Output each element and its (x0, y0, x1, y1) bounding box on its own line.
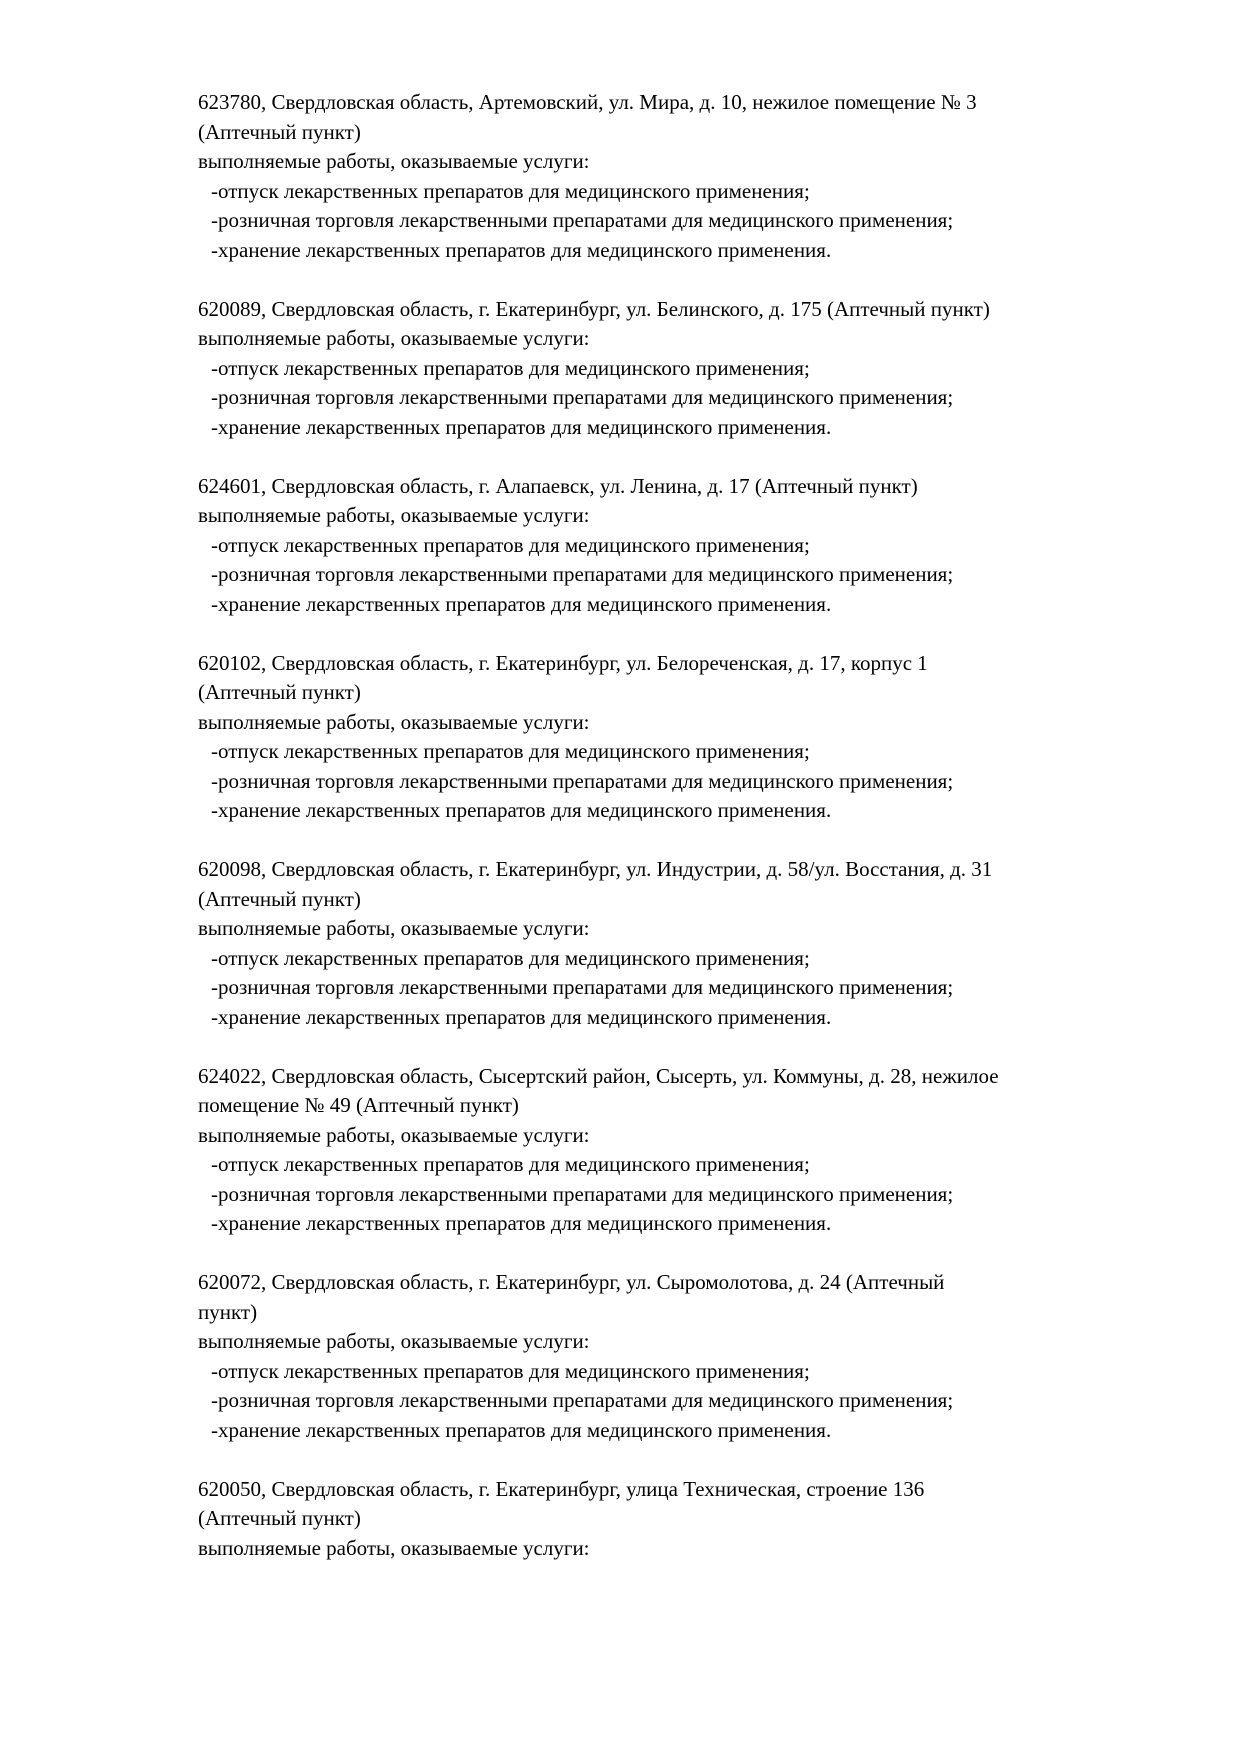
service-item: -отпуск лекарственных препаратов для медицинского применения; (211, 532, 810, 557)
service-item: -розничная торговля лекарственными препаратами для медицинского применения; (211, 562, 954, 586)
entry-address-line: 624601, Свердловская область, г. Алапаевск, ул. Ленина, д. 17 (Аптечный пункт) (198, 473, 918, 498)
license-entry (198, 472, 1201, 620)
license-entry (198, 295, 1201, 443)
services-header: выполняемые работы, оказываемые услуги: (198, 503, 590, 527)
entry-address-line: (Аптечный пункт) (198, 119, 361, 144)
service-item: -отпуск лекарственных препаратов для медицинского применения; (211, 355, 810, 380)
service-item: -розничная торговля лекарственными препаратами для медицинского применения; (211, 1181, 954, 1206)
entry-address-line: пункт) (198, 1299, 258, 1324)
entry-address-line: 624022, Свердловская область, Сысертский район, Сысерть, ул. Коммуны, д. 28, нежилое (198, 1063, 999, 1088)
service-item: -хранение лекарственных препаратов для медицинского применения. (211, 1417, 832, 1442)
service-item: -розничная торговля лекарственными препаратами для медицинского применения; (211, 208, 954, 232)
service-item: -хранение лекарственных препаратов для медицинского применения. (211, 237, 832, 262)
entry-address-line: 620089, Свердловская область, г. Екатеринбург, ул. Белинского, д. 175 (Аптечный пункт) (198, 296, 990, 321)
service-item: -розничная торговля лекарственными препаратами для медицинского применения; (211, 385, 954, 409)
services-header: выполняемые работы, оказываемые услуги: (198, 1329, 590, 1353)
entry-address-line: 620072, Свердловская область, г. Екатеринбург, ул. Сыромолотова, д. 24 (Аптечный (198, 1270, 945, 1294)
service-item: -отпуск лекарственных препаратов для медицинского применения; (211, 178, 810, 203)
services-header: выполняемые работы, оказываемые услуги: (198, 916, 590, 940)
entry-address-line: (Аптечный пункт) (198, 886, 361, 911)
services-header: выполняемые работы, оказываемые услуги: (198, 1535, 590, 1560)
license-entry (198, 88, 1201, 265)
service-item: -хранение лекарственных препаратов для медицинского применения. (211, 798, 832, 822)
service-item: -хранение лекарственных препаратов для медицинского применения. (211, 1211, 832, 1235)
entry-address-line: помещение № 49 (Аптечный пункт) (198, 1093, 519, 1117)
service-item: -хранение лекарственных препаратов для медицинского применения. (211, 414, 832, 439)
license-entry (198, 1475, 1201, 1564)
entry-address-line: 623780, Свердловская область, Артемовский, ул. Мира, д. 10, нежилое помещение № 3 (198, 90, 977, 114)
entry-address-line: 620050, Свердловская область, г. Екатеринбург, улица Техническая, строение 136 (198, 1476, 925, 1501)
service-item: -розничная торговля лекарственными препаратами для медицинского применения; (211, 768, 954, 793)
services-header: выполняемые работы, оказываемые услуги: (198, 1122, 590, 1147)
license-entry (198, 1062, 1201, 1239)
service-item: -хранение лекарственных препаратов для медицинского применения. (211, 1004, 832, 1029)
service-item: -отпуск лекарственных препаратов для медицинского применения; (211, 739, 810, 763)
services-header: выполняемые работы, оказываемые услуги: (198, 709, 590, 734)
service-item: -розничная торговля лекарственными препаратами для медицинского применения; (211, 1388, 954, 1412)
services-header: выполняемые работы, оказываемые услуги: (198, 326, 590, 350)
service-item: -отпуск лекарственных препаратов для медицинского применения; (211, 945, 810, 970)
services-header: выполняемые работы, оказываемые услуги: (198, 149, 590, 173)
service-item: -отпуск лекарственных препаратов для медицинского применения; (211, 1152, 810, 1176)
service-item: -хранение лекарственных препаратов для медицинского применения. (211, 591, 832, 616)
entry-address-line: (Аптечный пункт) (198, 1506, 361, 1530)
service-item: -отпуск лекарственных препаратов для медицинского применения; (211, 1358, 810, 1383)
entry-address-line: 620098, Свердловская область, г. Екатеринбург, ул. Индустрии, д. 58/ул. Восстания, д. 31 (198, 857, 993, 881)
service-item: -розничная торговля лекарственными препаратами для медицинского применения; (211, 975, 954, 999)
license-entry (198, 649, 1201, 826)
entry-address-line: 620102, Свердловская область, г. Екатеринбург, ул. Белореченская, д. 17, корпус 1 (198, 650, 928, 675)
license-entry (198, 855, 1201, 1032)
license-entries-list (198, 88, 1201, 1563)
license-entry (198, 1268, 1201, 1445)
entry-address-line: (Аптечный пункт) (198, 680, 361, 704)
